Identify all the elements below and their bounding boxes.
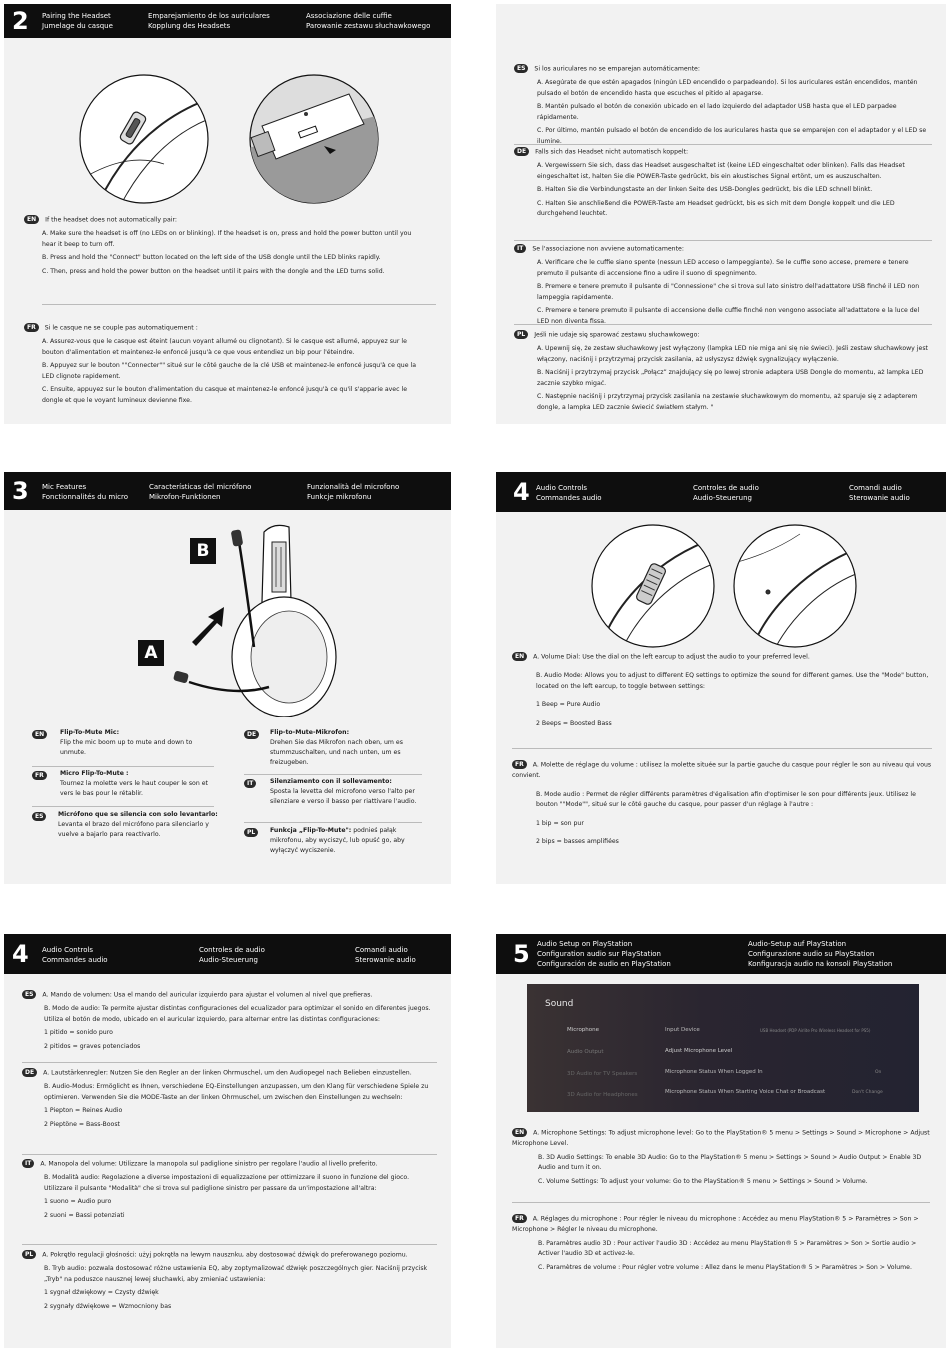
it-step-a: A. Verificare che le cuffie siano spente (nessun LED acceso o lampeggiante). Se le cuffie sono accese, premere e tenere premuto il pulsante di accensione fino a udire il suono di spegnimento. [537, 259, 909, 277]
section-4-header [4, 934, 451, 974]
header-de: Audio-Setup auf PlayStation [748, 940, 847, 948]
divider [22, 1062, 437, 1063]
lang-badge-fr: FR [32, 771, 47, 780]
es-step-b: B. Modo de audio: Te permite ajustar distintas configuraciones del ecualizador para optimizar el sonido en diferentes juegos. Utiliza el botón de modo, ubicado en el auricular izquierdo, para alternar entre las distintas configuraciones: [44, 1005, 431, 1023]
lang-badge-it: IT [22, 1159, 34, 1168]
header-es: Emparejamiento de los auriculares [148, 12, 270, 20]
header-en: Audio Controls [536, 484, 588, 492]
lang-badge-fr: FR [512, 760, 527, 769]
lang-badge-en: EN [24, 215, 39, 224]
header-de: Mikrofon-Funktionen [149, 493, 221, 501]
es-step-b: B. Mantén pulsado el botón de conexión ubicado en el lado izquierdo del adaptador USB hasta que el LED parpadee rápidamente. [537, 103, 897, 121]
ps5-mic-status-voice-chat-value: Don't Change [852, 1090, 883, 1095]
ps5-mic-status-logged-in-value: On [875, 1070, 882, 1075]
header-it: Associazione delle cuffie [306, 12, 392, 20]
ps5-input-device-value: USB Headset (PDP Airlite Pro Wireless Headset for PS5) [760, 1028, 871, 1033]
en-title: Flip-To-Mute Mic: [60, 729, 120, 736]
de-step-b: B. Halten Sie die Verbindungstaste an der linken Seite des USB-Dongles gedrückt, bis die LED schnell blinkt. [537, 186, 873, 194]
fr-mic-feature [60, 769, 220, 799]
es-title: Si los auriculares no se emparejan automáticamente: [534, 65, 700, 73]
section-4-header [496, 472, 946, 512]
callout-label-b: B [190, 538, 216, 564]
section-3-header [4, 472, 451, 510]
fr-text: Tournez la molette vers le haut couper le son et vers le bas pour le rétablir. [60, 780, 208, 797]
it-step-c: C. Premere e tenere premuto il pulsante di accensione delle cuffie finché non vengono associate all'adattatore e la luce del LED non diventa fissa. [537, 307, 920, 326]
header-pl: Sterowanie audio [849, 494, 910, 502]
lang-badge-fr: FR [512, 1214, 527, 1223]
en-step-b: B. 3D Audio Settings: To enable 3D Audio: Go to the PlayStation® 5 menu > Settings > Sound > Audio Output > Enable 3D Audio and turn it on. [538, 1153, 922, 1172]
de-setting-2: 2 Pieptöne = Bass-Boost [44, 1120, 120, 1128]
divider [512, 1202, 930, 1203]
section-number: 4 [12, 940, 29, 968]
header-pl: Konfiguracja audio na konsoli PlayStation [748, 960, 893, 968]
pl-pairing-instructions [514, 330, 932, 417]
header-en: Pairing the Headset [42, 12, 111, 20]
es-audio-controls [22, 990, 437, 1055]
es-mic-feature [58, 810, 218, 840]
en-step-b: B. Audio Mode: Allows you to adjust to different EQ settings to optimize the sound for different games. Use the "Mode" button, located on the left earcup, to toggle between settings: [536, 672, 929, 690]
pl-step-a: A. Pokrętło regulacji głośności: użyj pokrętła na lewym nausznku, aby dostosować dźwięk do preferowanego poziomu. [42, 1251, 408, 1259]
it-title: Silenziamento con il sollevamento: [270, 778, 392, 785]
en-setting-2: 2 Beeps = Boosted Bass [536, 719, 612, 727]
section-number: 4 [513, 478, 530, 506]
it-setting-2: 2 suoni = Bassi potenziati [44, 1211, 125, 1219]
header-es: Configuración de audio en PlayStation [537, 960, 671, 968]
section-3-panel [4, 472, 451, 884]
pl-title: Funkcja „Flip-To-Mute": [270, 827, 352, 834]
section-number: 5 [513, 940, 530, 968]
es-title: Micrófono que se silencia con solo levantarlo: [58, 811, 218, 818]
header-pl: Funkcje mikrofonu [307, 493, 372, 501]
es-step-a: A. Mando de volumen: Usa el mando del auricular izquierdo para ajustar el volumen al nivel que prefieras. [42, 991, 373, 999]
de-audio-controls [22, 1068, 437, 1133]
section-number: 2 [12, 7, 29, 35]
lang-badge-en: EN [32, 730, 47, 739]
fr-setting-1: 1 bip = son pur [536, 819, 584, 827]
ps5-input-device-label[interactable]: Input Device [665, 1027, 700, 1033]
header-it: Comandi audio [355, 946, 408, 954]
header-de: Audio-Steuerung [199, 956, 258, 964]
divider [42, 304, 436, 305]
en-playstation-setup [512, 1128, 930, 1190]
en-step-b: B. Press and hold the "Connect" button located on the left side of the USB dongle until the LED blinks rapidly. [42, 254, 381, 262]
en-mic-feature [60, 728, 220, 758]
lang-badge-es: ES [514, 64, 528, 73]
divider [514, 240, 932, 241]
it-text: Sposta la levetta del microfono verso l'alto per silenziare e verso il basso per riattivare l'audio. [270, 788, 417, 805]
header-de: Audio-Steuerung [693, 494, 752, 502]
section-5-header [496, 934, 946, 974]
section-4-audio-controls-continued-panel [4, 934, 451, 1348]
fr-title: Micro Flip-To-Mute : [60, 770, 129, 777]
ps5-menu-3d-headphones[interactable]: 3D Audio for Headphones [567, 1092, 638, 1098]
en-setting-1: 1 Beep = Pure Audio [536, 701, 601, 709]
lang-badge-pl: PL [22, 1250, 36, 1259]
es-step-a: A. Asegúrate de que estén apagados (ningún LED encendido o parpadeando). Si los auriculares están encendidos, mantén pulsado el botón de encendido hasta que escuches el pitido al apagarse. [537, 79, 918, 97]
lang-badge-fr: FR [24, 323, 39, 332]
pl-step-b: B. Tryb audio: pozwala dostosować różne ustawienia EQ, aby zoptymalizować dźwięk poszczególnych gier. Naciśnij przycisk „Tryb" na poduszce nausznej lewej słuchawki, aby zmieniać ustawienia: [44, 1265, 428, 1283]
de-step-b: B. Audio-Modus: Ermöglicht es Ihnen, verschiedene EQ-Einstellungen anzupassen, um den Klang für verschiedene Spiele zu optimieren. Verwenden Sie die MODE-Taste an der linken Ohrmuschel, um zwischen den Einstellungen zu wechseln: [44, 1083, 429, 1101]
header-fr: Commandes audio [536, 494, 602, 502]
section-number: 3 [12, 477, 29, 505]
it-pairing-instructions [514, 244, 932, 331]
header-fr: Jumelage du casque [42, 22, 113, 30]
pl-setting-2: 2 sygnały dźwiękowe = Wzmocniony bas [44, 1302, 172, 1310]
en-step-a: A. Make sure the headset is off (no LEDs on or blinking). If the headset is on, press and hold the power button until you hear it beep to turn off. [42, 230, 412, 248]
ps5-mic-status-logged-in[interactable]: Microphone Status When Logged In [665, 1069, 763, 1075]
ps5-mic-status-voice-chat[interactable]: Microphone Status When Starting Voice Chat or Broadcast [665, 1089, 826, 1095]
divider [32, 766, 214, 767]
callout-label-a: A [138, 640, 164, 666]
ps5-adjust-mic-level[interactable]: Adjust Microphone Level [665, 1048, 733, 1054]
fr-step-a: A. Molette de réglage du volume : utilisez la molette située sur la partie gauche du casque pour régler le son au niveau qui vous convient. [512, 761, 932, 780]
ps5-sound-title: Sound [545, 999, 574, 1009]
section-2-header [4, 4, 451, 38]
ps5-menu-3d-tv[interactable]: 3D Audio for TV Speakers [567, 1071, 638, 1077]
en-text: Flip the mic boom up to mute and down to unmute. [60, 739, 193, 756]
divider [32, 806, 214, 807]
en-audio-controls [512, 652, 932, 732]
pl-audio-controls [22, 1250, 437, 1315]
de-text: Drehen Sie das Mikrofon nach oben, um es stummzuschalten, und nach unten, um es freizugeben. [270, 739, 403, 766]
es-pairing-instructions [514, 64, 932, 151]
header-fr: Configuration audio sur PlayStation [537, 950, 661, 958]
it-mic-feature [270, 777, 430, 807]
lang-badge-es: ES [32, 812, 46, 821]
divider [244, 822, 422, 823]
fr-step-c: C. Paramètres de volume : Pour régler votre volume : Allez dans le menu PlayStation® 5 > Paramètres > Son > Volume. [538, 1263, 912, 1271]
de-setting-1: 1 Piepton = Reines Audio [44, 1107, 123, 1115]
lang-badge-en: EN [512, 1128, 527, 1137]
lang-badge-de: DE [514, 147, 529, 156]
divider [244, 774, 422, 775]
en-step-a: A. Microphone Settings: To adjust microphone level: Go to the PlayStation® 5 menu > Settings > Sound > Microphone > Adjust Microphone Level. [512, 1129, 930, 1148]
header-es: Controles de audio [693, 484, 759, 492]
divider [22, 1154, 437, 1155]
pl-step-b: B. Naciśnij i przytrzymaj przycisk „Połącz” znajdujący się po lewej stronie adaptera USB Dongle do momentu, aż lampka LED zacznie szybko migać. [537, 369, 924, 387]
pl-mic-feature [270, 826, 430, 856]
ps5-menu-microphone[interactable]: Microphone [567, 1027, 600, 1033]
en-step-c: C. Then, press and hold the power button on the headset until it pairs with the dongle and the LED turns solid. [42, 267, 385, 275]
lang-badge-de: DE [22, 1068, 37, 1077]
header-es: Características del micrófono [149, 483, 252, 491]
section-2-left [4, 4, 451, 424]
it-step-a: A. Manopola del volume: Utilizzare la manopola sul padiglione sinistro per regolare l'audio al livello preferito. [40, 1160, 378, 1168]
it-title: Se l'associazione non avviene automaticamente: [532, 245, 684, 253]
divider [22, 1244, 437, 1245]
fr-playstation-setup [512, 1214, 930, 1276]
divider [512, 748, 932, 749]
de-step-c: C. Halten Sie anschließend die POWER-Taste am Headset gedrückt, bis es sich mit dem Dongle koppelt und die LED durchgehend leuchtet. [537, 199, 895, 218]
fr-step-a: A. Réglages du microphone : Pour régler le niveau du microphone : Accédez au menu PlayStation® 5 > Paramètres > Son > Microphone > Régler le niveau du microphone. [512, 1215, 919, 1234]
header-en: Audio Setup on PlayStation [537, 940, 633, 948]
usb-dongle-illustration [244, 74, 384, 204]
en-step-c: C. Volume Settings: To adjust your volume: Go to the PlayStation® 5 menu > Settings > Sound > Volume. [538, 1177, 868, 1185]
de-step-a: A. Vergewissern Sie sich, dass das Headset ausgeschaltet ist (keine LED eingeschaltet oder blinken). Falls das Headset eingeschaltet ist, halten Sie die POWER-Taste gedrückt, bis ein akustisches Signal ertönt, um es auszuschalten. [537, 162, 905, 180]
section-5-playstation-panel [496, 934, 946, 1348]
fr-step-b: B. Appuyez sur le bouton ""Connecter"" situé sur le côté gauche de la clé USB et maintenez-le enfoncé jusqu'à ce que la LED clignote rapidement. [42, 362, 416, 380]
en-pairing-instructions [24, 215, 419, 280]
pl-title: Jeśli nie udaje się sparować zestawu słuchawkowego: [534, 331, 700, 339]
section-2-panel [4, 4, 946, 424]
fr-title: Si le casque ne se couple pas automatiquement : [44, 324, 198, 332]
lang-badge-it: IT [244, 779, 256, 788]
es-text: Levanta el brazo del micrófono para silenciarlo y vuelve a bajarlo para reactivarlo. [58, 821, 209, 838]
lang-badge-pl: PL [514, 330, 528, 339]
divider [514, 144, 932, 145]
fr-step-b: B. Paramètres audio 3D : Pour activer l'audio 3D : Accédez au menu PlayStation® 5 > Paramètres > Son > Sortie audio > Activer l'audio 3D et activez-le. [538, 1239, 917, 1258]
it-step-b: B. Modalità audio: Regolazione a diverse impostazioni di equalizzazione per ottimizzare il suono in funzione del gioco. Utilizzare il pulsante "Modalità" che si trova sul padiglione sinistro per passare da un'impostazione all'altra: [44, 1174, 410, 1192]
header-pl: Sterowanie audio [355, 956, 416, 964]
mode-button-illustration [730, 524, 860, 648]
header-en: Audio Controls [42, 946, 94, 954]
earcup-power-button-illustration [74, 74, 214, 204]
de-title: Flip-to-Mute-Mikrofon: [270, 729, 350, 736]
lang-badge-en: EN [512, 652, 527, 661]
volume-dial-illustration [588, 524, 718, 648]
en-step-a: A. Volume Dial: Use the dial on the left earcup to adjust the audio to your preferred level. [533, 653, 810, 661]
fr-step-c: C. Ensuite, appuyez sur le bouton d'alimentation du casque et maintenez-le enfoncé jusqu'à ce qu'il s'apparie avec le dongle et que le voyant lumineux devienne fixe. [42, 386, 407, 405]
header-pl: Parowanie zestawu słuchawkowego [306, 22, 431, 30]
es-setting-2: 2 pitidos = graves potenciados [44, 1042, 141, 1050]
pl-step-a: A. Upewnij się, że zestaw słuchawkowy jest wyłączony (lampka LED nie miga ani się nie świeci). Jeśli zestaw słuchawkowy jest włączony, naciśnij i przytrzymaj przycisk zasilania, aż usłyszysz dźwięk sygnalizujący wyłączenie. [537, 345, 928, 363]
ps5-menu-audio-output[interactable]: Audio Output [567, 1049, 604, 1055]
header-it: Funzionalità del microfono [307, 483, 400, 491]
header-es: Controles de audio [199, 946, 265, 954]
de-step-a: A. Lautstärkenregler: Nutzen Sie den Regler an der linken Ohrmuschel, um den Audiopegel nach Belieben einzustellen. [43, 1069, 412, 1077]
divider [514, 324, 932, 325]
header-fr: Commandes audio [42, 956, 108, 964]
section-2-right [496, 4, 946, 424]
de-title: Falls sich das Headset nicht automatisch koppelt: [535, 148, 689, 156]
de-pairing-instructions [514, 147, 932, 223]
lang-badge-es: ES [22, 990, 36, 999]
es-step-c: C. Por último, mantén pulsado el botón de encendido de los auriculares hasta que se emparejen con el adaptador y el LED se ilumine. [537, 127, 927, 146]
de-mic-feature [270, 728, 430, 768]
fr-pairing-instructions [24, 323, 424, 410]
en-title: If the headset does not automatically pair: [45, 216, 178, 224]
section-4-audio-controls-panel [496, 472, 946, 884]
header-de: Kopplung des Headsets [148, 22, 231, 30]
pl-setting-1: 1 sygnał dźwiękowy = Czysty dźwięk [44, 1289, 159, 1297]
lang-badge-it: IT [514, 244, 526, 253]
fr-step-b: B. Mode audio : Permet de régler différents paramètres d'égalisation afin d'optimiser le son pour différents jeux. Utilisez le bouton ""Mode"", situé sur le côté gauche du casque, pour passer d'un réglage à l'autre : [536, 790, 916, 809]
lang-badge-pl: PL [244, 828, 258, 837]
header-it: Configurazione audio su PlayStation [748, 950, 875, 958]
lang-badge-de: DE [244, 730, 259, 739]
fr-audio-controls [512, 760, 932, 851]
header-it: Comandi audio [849, 484, 902, 492]
header-en: Mic Features [42, 483, 87, 491]
header-fr: Fonctionnalités du micro [42, 493, 129, 501]
it-setting-1: 1 suono = Audio puro [44, 1198, 112, 1206]
ps5-sound-settings-screenshot [527, 984, 919, 1112]
fr-step-a: A. Assurez-vous que le casque est éteint (aucun voyant allumé ou clignotant). Si le casque est allumé, appuyez sur le bouton d'alimentation et maintenez-le enfoncé jusqu'à ce que vous entendiez un bip pour l'éteindre. [42, 338, 407, 356]
it-step-b: B. Premere e tenere premuto il pulsante di "Connessione" che si trova sul lato sinistro dell'adattatore USB finché il LED non lampeggia rapidamente. [537, 283, 920, 301]
pl-text: podnieś pałąk mikrofonu, aby wyciszyć, lub opuść go, aby wyłączyć wyciszenie. [270, 827, 405, 854]
fr-setting-2: 2 bips = basses amplifiées [536, 838, 619, 846]
es-setting-1: 1 pitido = sonido puro [44, 1029, 113, 1037]
pl-step-c: C. Następnie naciśnij i przytrzymaj przycisk zasilania na zestawie słuchawkowym do momentu, aż sparuje się z adapterem dongle, a lampka LED zacznie świecić światłem stałym. " [537, 393, 918, 412]
it-audio-controls [22, 1159, 437, 1224]
